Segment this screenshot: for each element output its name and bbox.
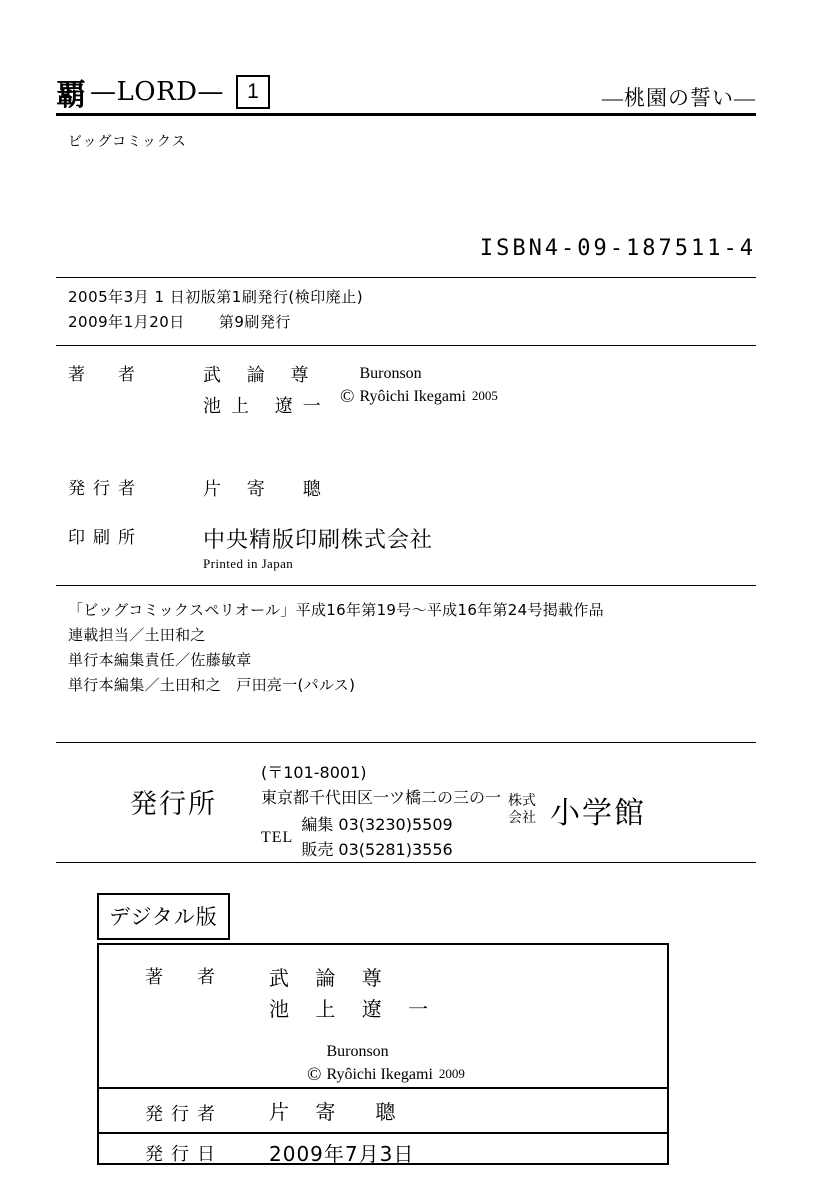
volume-number: 1 <box>236 75 270 109</box>
latest-print-count: 第9刷発行 <box>218 313 291 331</box>
header-rule <box>56 113 756 116</box>
page-header <box>56 70 756 114</box>
digital-date-value: 2009年7月3日 <box>269 1142 415 1166</box>
latest-print-date: 2009年1月20日 <box>68 313 185 331</box>
publisher-person-row <box>68 474 758 505</box>
note-line: 「ビッグコミックスペリオール」平成16年第19号～平成16年第24号掲載作品 <box>68 601 604 619</box>
printer-info <box>203 523 433 572</box>
author-name-1: 武 論 尊 <box>203 365 319 386</box>
printed-in-japan: Printed in Japan <box>203 556 294 571</box>
note-line: 単行本編集責任／佐藤敏章 <box>68 651 252 669</box>
imprint-label: ビッグコミックス <box>68 134 187 150</box>
address-line: 東京都千代田区一ツ橋二の三の一 <box>261 788 502 807</box>
tel-label: TEL <box>261 828 294 846</box>
digital-box-separator-1 <box>99 1087 667 1089</box>
latest-print-line <box>68 310 363 335</box>
company-name-group <box>508 788 646 832</box>
serialization-notes <box>68 598 604 698</box>
copyright-line-2 <box>340 385 498 408</box>
title-kanji: 覇 <box>56 78 86 113</box>
isbn-number: ISBN4-09-187511-4 <box>479 236 756 261</box>
digital-author-name-2: 池 上 遼 一 <box>269 997 439 1021</box>
rule-below-publisher <box>56 862 756 863</box>
copyright-block <box>340 363 498 408</box>
digital-edition-tag: デジタル版 <box>97 893 230 940</box>
company-prefix <box>508 793 536 827</box>
copyright-year: 2005 <box>471 388 498 403</box>
digital-date-row <box>99 1138 667 1167</box>
digital-box-separator-2 <box>99 1132 667 1134</box>
digital-author-label: 著 者 <box>145 967 223 988</box>
postal-code: (〒101-8001) <box>261 763 367 782</box>
digital-edition-box <box>97 943 669 1165</box>
rule-above-credits <box>56 345 756 346</box>
copyright-symbol-icon: © <box>340 386 355 407</box>
publisher-person-name-wrap <box>203 474 331 505</box>
digital-copyright-name-2: Ryôichi Ikegami <box>326 1066 433 1083</box>
printer-label: 印刷所 <box>68 528 143 548</box>
digital-copyright-line-2 <box>307 1063 465 1086</box>
digital-author-name-1: 武 論 尊 <box>269 966 392 990</box>
author-names <box>203 360 331 422</box>
publisher-person-label: 発行者 <box>68 479 143 499</box>
copyright-line-1 <box>340 363 498 385</box>
digital-copyright-line-1 <box>307 1041 465 1063</box>
author-label: 著 者 <box>68 365 143 385</box>
book-title <box>56 70 270 114</box>
company-name: 小学館 <box>550 796 646 831</box>
printer-row <box>68 523 758 572</box>
digital-author-row <box>99 963 667 1025</box>
telephone-group <box>261 812 501 862</box>
digital-copyright-symbol-icon: © <box>307 1064 322 1085</box>
digital-copyright-block <box>307 1041 465 1086</box>
digital-publisher-name: 片 寄 聰 <box>269 1100 406 1124</box>
digital-publisher-row <box>99 1097 667 1128</box>
digital-author-names <box>269 963 438 1025</box>
company-prefix-line-2: 会社 <box>508 810 536 826</box>
printer-name: 中央精版印刷株式会社 <box>203 528 434 553</box>
note-line: 単行本編集／土田和之 戸田亮一(パルス) <box>68 676 356 694</box>
tel-numbers <box>301 812 452 862</box>
first-edition-line: 2005年3月 1 日初版第1刷発行(検印廃止) <box>68 288 364 306</box>
rule-above-publisher <box>56 742 756 743</box>
publisher-person-name: 片 寄 聰 <box>203 479 331 500</box>
copyright-name-2: Ryôichi Ikegami <box>359 388 466 405</box>
tel-sales: 販売 03(5281)3556 <box>301 840 453 859</box>
author-name-2: 池上 遼一 <box>203 396 331 417</box>
rule-above-dates <box>56 277 756 278</box>
digital-date-label: 発行日 <box>145 1143 223 1165</box>
publisher-label: 発行所 <box>130 789 217 820</box>
rule-above-notes <box>56 585 756 586</box>
publication-dates <box>68 285 363 335</box>
publisher-address-group <box>261 760 501 862</box>
book-subtitle: —桃園の誓い— <box>602 86 756 110</box>
tel-editorial: 編集 03(3230)5509 <box>301 815 453 834</box>
digital-publisher-label: 発行者 <box>145 1103 223 1125</box>
digital-copyright-year: 2009 <box>438 1066 465 1081</box>
company-prefix-line-1: 株式 <box>508 793 536 809</box>
copyright-name-1: Buronson <box>359 365 422 382</box>
digital-copyright-name-1: Buronson <box>326 1043 389 1060</box>
note-line: 連載担当／土田和之 <box>68 626 206 644</box>
title-latin: —LORD— <box>90 77 225 107</box>
